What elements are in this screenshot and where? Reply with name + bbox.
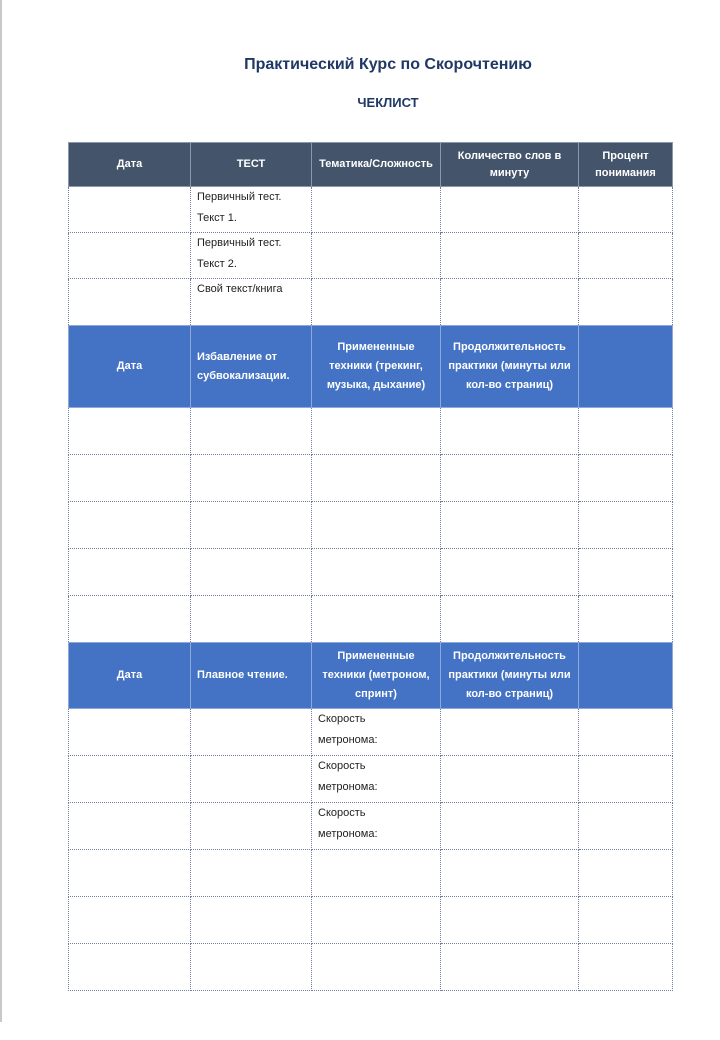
- comprehension-cell[interactable]: [579, 279, 673, 326]
- entry-cell[interactable]: [312, 408, 441, 455]
- metronome-label-line2: метронома:: [318, 734, 378, 746]
- table-row: [69, 596, 673, 643]
- entry-cell[interactable]: [191, 944, 312, 991]
- entry-cell[interactable]: [191, 897, 312, 944]
- date-cell[interactable]: [69, 850, 191, 897]
- date-cell[interactable]: [69, 897, 191, 944]
- entry-cell[interactable]: [441, 596, 579, 643]
- header-techniques: Примененные техники (метроном, спринт): [312, 643, 441, 709]
- header-empty: [579, 643, 673, 709]
- date-cell[interactable]: [69, 944, 191, 991]
- date-cell[interactable]: [69, 549, 191, 596]
- metronome-label-line2: метронома:: [318, 828, 378, 840]
- test-label-line1: Первичный тест.: [197, 237, 282, 249]
- date-cell[interactable]: [69, 187, 191, 233]
- metronome-cell: [312, 756, 441, 803]
- entry-cell[interactable]: [191, 803, 312, 850]
- metronome-label-line1: Скорость: [318, 807, 366, 819]
- entry-cell[interactable]: [191, 850, 312, 897]
- entry-cell[interactable]: [312, 850, 441, 897]
- date-cell[interactable]: [69, 408, 191, 455]
- test-cell: [191, 233, 312, 279]
- header-practice-duration: Продолжительность практики (минуты или кол-во страниц): [441, 643, 579, 709]
- metronome-label-line1: Скорость: [318, 713, 366, 725]
- entry-cell[interactable]: [312, 596, 441, 643]
- header-topic-difficulty: Тематика/Сложность: [312, 143, 441, 187]
- header-date: Дата: [69, 643, 191, 709]
- table-row: [69, 279, 673, 326]
- entry-cell[interactable]: [579, 709, 673, 756]
- document-subtitle: ЧЕКЛИСТ: [357, 95, 419, 110]
- date-cell[interactable]: [69, 596, 191, 643]
- entry-cell[interactable]: [441, 756, 579, 803]
- entry-cell[interactable]: [191, 408, 312, 455]
- date-cell[interactable]: [69, 502, 191, 549]
- table-row: [69, 709, 673, 756]
- entry-cell[interactable]: [191, 709, 312, 756]
- entry-cell[interactable]: [441, 455, 579, 502]
- entry-cell[interactable]: [579, 549, 673, 596]
- test-label-line2: Текст 2.: [197, 258, 237, 270]
- entry-cell[interactable]: [441, 549, 579, 596]
- table-row: [69, 944, 673, 991]
- wpm-cell[interactable]: [441, 279, 579, 326]
- entry-cell[interactable]: [441, 709, 579, 756]
- date-cell[interactable]: [69, 756, 191, 803]
- table-row: [69, 803, 673, 850]
- table-row: [69, 549, 673, 596]
- page-edge: [0, 0, 2, 1022]
- entry-cell[interactable]: [441, 803, 579, 850]
- entry-cell[interactable]: [579, 944, 673, 991]
- entry-cell[interactable]: [441, 944, 579, 991]
- test-cell: [191, 187, 312, 233]
- entry-cell[interactable]: [579, 756, 673, 803]
- header-test: ТЕСТ: [191, 143, 312, 187]
- page-bottom-margin: [0, 1022, 720, 1040]
- entry-cell[interactable]: [579, 596, 673, 643]
- table-row: [69, 408, 673, 455]
- section1-header-row: [69, 143, 673, 187]
- table-row: [69, 850, 673, 897]
- header-comprehension: Процент понимания: [579, 143, 673, 187]
- entry-cell[interactable]: [312, 502, 441, 549]
- entry-cell[interactable]: [579, 850, 673, 897]
- entry-cell[interactable]: [191, 455, 312, 502]
- entry-cell[interactable]: [441, 897, 579, 944]
- topic-cell[interactable]: [312, 279, 441, 326]
- header-date: Дата: [69, 326, 191, 408]
- header-empty: [579, 326, 673, 408]
- wpm-cell[interactable]: [441, 233, 579, 279]
- entry-cell[interactable]: [441, 502, 579, 549]
- metronome-cell: [312, 709, 441, 756]
- wpm-cell[interactable]: [441, 187, 579, 233]
- date-cell[interactable]: [69, 709, 191, 756]
- entry-cell[interactable]: [579, 408, 673, 455]
- entry-cell[interactable]: [312, 455, 441, 502]
- table-row: [69, 756, 673, 803]
- header-techniques: Примененные техники (трекинг, музыка, дыхание): [312, 326, 441, 408]
- entry-cell[interactable]: [191, 502, 312, 549]
- checklist-table: [68, 142, 673, 991]
- table-row: [69, 233, 673, 279]
- header-date: Дата: [69, 143, 191, 187]
- section3-header-row: [69, 643, 673, 709]
- table-row: [69, 502, 673, 549]
- entry-cell[interactable]: [312, 897, 441, 944]
- header-smooth-reading: Плавное чтение.: [191, 643, 312, 709]
- metronome-label-line2: метронома:: [318, 781, 378, 793]
- entry-cell[interactable]: [191, 549, 312, 596]
- section2-header-row: [69, 326, 673, 408]
- date-cell[interactable]: [69, 803, 191, 850]
- table-row: [69, 455, 673, 502]
- topic-cell[interactable]: [312, 233, 441, 279]
- metronome-cell: [312, 803, 441, 850]
- date-cell[interactable]: [69, 233, 191, 279]
- entry-cell[interactable]: [191, 596, 312, 643]
- table-row: [69, 187, 673, 233]
- comprehension-cell[interactable]: [579, 187, 673, 233]
- entry-cell[interactable]: [579, 455, 673, 502]
- test-cell: [191, 279, 312, 326]
- header-practice-duration: Продолжительность практики (минуты или кол-во страниц): [441, 326, 579, 408]
- table-row: [69, 897, 673, 944]
- topic-cell[interactable]: [312, 187, 441, 233]
- entry-cell[interactable]: [312, 944, 441, 991]
- entry-cell[interactable]: [579, 502, 673, 549]
- entry-cell[interactable]: [579, 803, 673, 850]
- entry-cell[interactable]: [441, 850, 579, 897]
- test-label-line1: Свой текст/книга: [197, 283, 283, 295]
- document-title: Практический Курс по Скорочтению: [244, 56, 532, 73]
- metronome-label-line1: Скорость: [318, 760, 366, 772]
- date-cell[interactable]: [69, 279, 191, 326]
- entry-cell[interactable]: [191, 756, 312, 803]
- header-subvocalization: Избавление от субвокализации.: [191, 326, 312, 408]
- test-label-line2: Текст 1.: [197, 212, 237, 224]
- entry-cell[interactable]: [579, 897, 673, 944]
- entry-cell[interactable]: [312, 549, 441, 596]
- header-words-per-minute: Количество слов в минуту: [441, 143, 579, 187]
- test-label-line1: Первичный тест.: [197, 191, 282, 203]
- entry-cell[interactable]: [441, 408, 579, 455]
- comprehension-cell[interactable]: [579, 233, 673, 279]
- date-cell[interactable]: [69, 455, 191, 502]
